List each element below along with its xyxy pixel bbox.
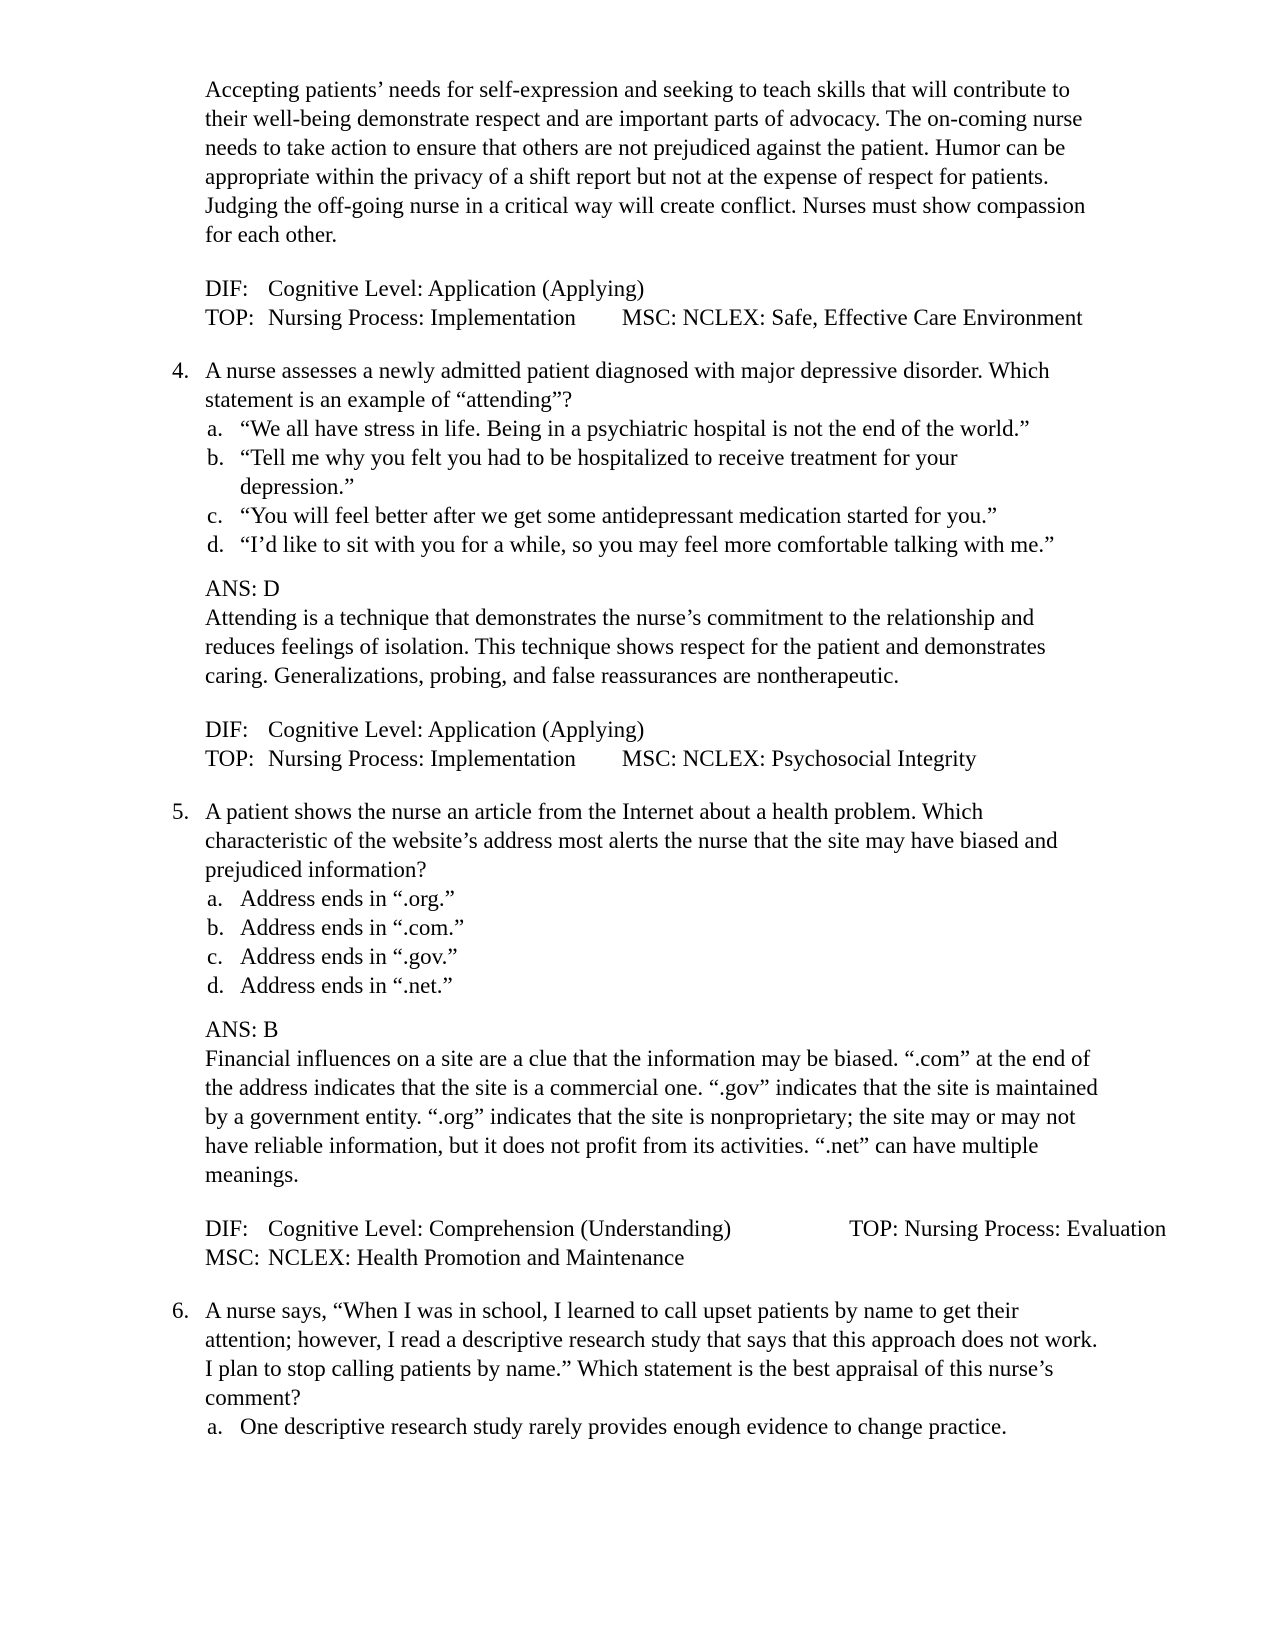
question-body	[205, 1296, 1110, 1441]
option-a	[205, 884, 1110, 913]
question-6	[172, 1296, 1275, 1441]
option-letter: a.	[207, 886, 223, 911]
option-text: “Tell me why you felt you had to be hospitalized to receive treatment for your depression.”	[240, 445, 958, 499]
option-letter: b.	[207, 445, 225, 470]
question-body	[205, 356, 1110, 559]
top-label: TOP:	[205, 305, 255, 330]
question-stem: A nurse says, “When I was in school, I learned to call upset patients by name to get their attention; however, I read a descriptive research study that says that this approach does not work. I plan to stop calling patients by name.” Which statement is the best appraisal of this nurse’s comment?	[205, 1298, 1098, 1410]
meta-msc-line	[205, 1243, 1110, 1272]
dif-value: Cognitive Level: Comprehension (Understanding)	[268, 1216, 732, 1241]
option-b	[205, 443, 1110, 501]
option-c	[205, 942, 1110, 971]
option-text: One descriptive research study rarely provides enough evidence to change practice.	[240, 1414, 1007, 1439]
meta-dif-line	[205, 715, 1110, 744]
option-letter: c.	[207, 503, 223, 528]
top-label: TOP:	[205, 746, 255, 771]
answer-block-q5	[205, 1015, 1110, 1189]
question-stem: A nurse assesses a newly admitted patient diagnosed with major depressive disorder. Which statement is an example of “attending”?	[205, 358, 1050, 412]
question-5	[172, 797, 1275, 1000]
option-text: Address ends in “.net.”	[240, 973, 453, 998]
option-text: Address ends in “.gov.”	[240, 944, 458, 969]
option-text: Address ends in “.org.”	[240, 886, 455, 911]
option-text: “We all have stress in life. Being in a psychiatric hospital is not the end of the world.”	[240, 416, 1030, 441]
option-text: Address ends in “.com.”	[240, 915, 465, 940]
dif-value: Cognitive Level: Application (Applying)	[268, 717, 645, 742]
option-a	[205, 1412, 1110, 1441]
msc-value: MSC: NCLEX: Psychosocial Integrity	[621, 746, 977, 771]
feedback-meta	[205, 274, 1110, 332]
meta-q5	[205, 1214, 1167, 1272]
answer-rationale: Attending is a technique that demonstrates the nurse’s commitment to the relationship and reduces feelings of isolation. This technique shows respect for the patient and demonstrates caring. Generalizations, probing, and false reassurances are nontherapeutic.	[205, 605, 1046, 688]
question-body	[205, 797, 1110, 1000]
msc-value: MSC: NCLEX: Safe, Effective Care Environment	[621, 305, 1083, 330]
feedback-rationale: Accepting patients’ needs for self-expression and seeking to teach skills that will contribute to their well-being demonstrate respect and are important parts of advocacy. The on-coming nurse needs to take action to ensure that others are not prejudiced against the patient. Humor can be appropriate within the privacy of a shift report but not at the expense of respect for patients. Judging the off-going nurse in a critical way will create conflict. Nurses must show compassion for each other.	[205, 77, 1086, 247]
dif-label: DIF:	[205, 717, 249, 742]
dif-label: DIF:	[205, 1216, 249, 1241]
question-number: 4.	[172, 358, 190, 383]
question-number: 5.	[172, 799, 190, 824]
option-d	[205, 530, 1110, 559]
option-text: “You will feel better after we get some antidepressant medication started for you.”	[240, 503, 998, 528]
option-letter: d.	[207, 532, 225, 557]
option-letter: d.	[207, 973, 225, 998]
option-letter: b.	[207, 915, 225, 940]
meta-dif-line	[205, 274, 1110, 303]
msc-value: NCLEX: Health Promotion and Maintenance	[268, 1245, 685, 1270]
option-letter: a.	[207, 416, 223, 441]
answer-block-q4	[205, 574, 1110, 690]
answer-line: ANS: D	[205, 576, 280, 601]
msc-label: MSC:	[205, 1245, 260, 1270]
question-number: 6.	[172, 1298, 190, 1323]
option-c	[205, 501, 1110, 530]
answer-rationale: Financial influences on a site are a clue that the information may be biased. “.com” at the end of the address indicates that the site is a commercial one. “.gov” indicates that the site is maintained by a government entity. “.org” indicates that the site is nonproprietary; the site may or may not have reliable information, but it does not profit from its activities. “.net” can have multiple meanings.	[205, 1046, 1098, 1187]
top-value: Nursing Process: Implementation	[268, 746, 576, 771]
dif-value: Cognitive Level: Application (Applying)	[268, 276, 645, 301]
meta-q4	[205, 715, 1110, 773]
dif-label: DIF:	[205, 276, 249, 301]
question-4	[172, 356, 1275, 559]
option-d	[205, 971, 1110, 1000]
question-stem: A patient shows the nurse an article from the Internet about a health problem. Which characteristic of the website’s address most alerts the nurse that the site may have biased and prejudiced information?	[205, 799, 1058, 882]
option-letter: a.	[207, 1414, 223, 1439]
option-letter: c.	[207, 944, 223, 969]
option-a	[205, 414, 1110, 443]
top-value: TOP: Nursing Process: Evaluation	[849, 1216, 1167, 1241]
top-value: Nursing Process: Implementation	[268, 305, 576, 330]
meta-top-msc-line	[205, 303, 1110, 332]
option-b	[205, 913, 1110, 942]
option-text: “I’d like to sit with you for a while, so you may feel more comfortable talking with me.”	[240, 532, 1055, 557]
meta-top-msc-line	[205, 744, 1110, 773]
answer-line: ANS: B	[205, 1017, 279, 1042]
meta-dif-top-line	[205, 1214, 1167, 1243]
